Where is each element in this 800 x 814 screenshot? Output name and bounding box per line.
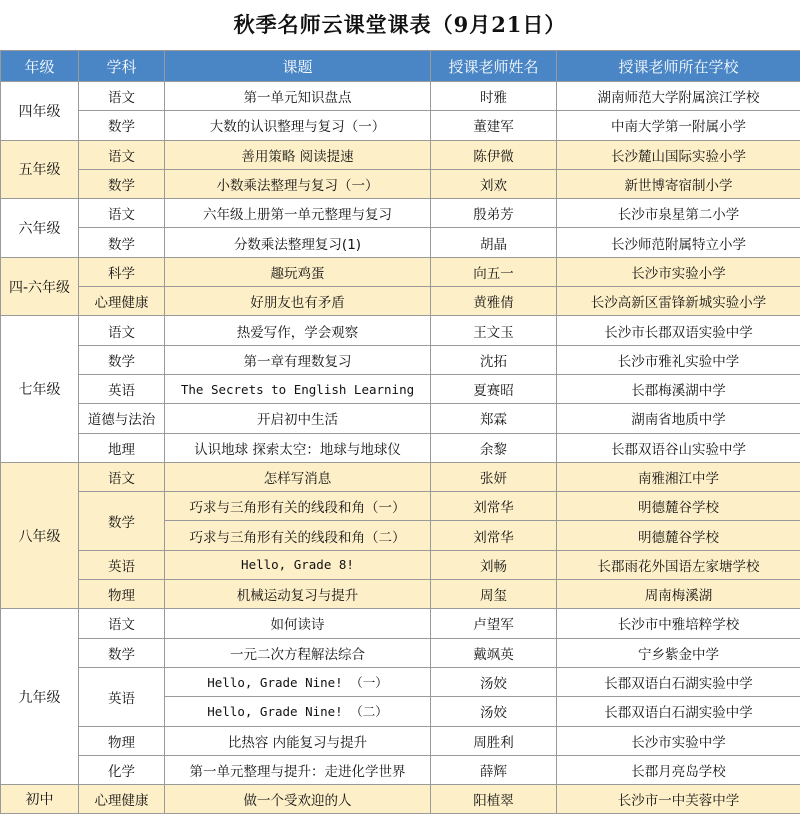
teacher-cell: 夏赛昭 bbox=[431, 374, 557, 403]
topic-cell: 认识地球 探索太空：地球与地球仪 bbox=[165, 433, 431, 462]
topic-cell: 分数乘法整理复习(1) bbox=[165, 228, 431, 257]
table-row bbox=[1, 638, 800, 667]
teacher-cell: 陈伊微 bbox=[431, 140, 557, 169]
subject-cell: 数学 bbox=[79, 345, 165, 374]
header-grade: 年级 bbox=[1, 51, 79, 82]
grade-cell: 九年级 bbox=[1, 609, 79, 785]
table-row bbox=[1, 550, 800, 579]
subject-cell: 语文 bbox=[79, 316, 165, 345]
topic-cell: 一元二次方程解法综合 bbox=[165, 638, 431, 667]
grade-cell: 四年级 bbox=[1, 82, 79, 141]
teacher-cell: 刘欢 bbox=[431, 169, 557, 198]
teacher-cell: 向五一 bbox=[431, 257, 557, 286]
table-row bbox=[1, 785, 800, 814]
school-cell: 宁乡紫金中学 bbox=[557, 638, 800, 667]
subject-cell: 物理 bbox=[79, 580, 165, 609]
teacher-cell: 郑霖 bbox=[431, 404, 557, 433]
school-cell: 明德麓谷学校 bbox=[557, 492, 800, 521]
teacher-cell: 刘畅 bbox=[431, 550, 557, 579]
topic-cell: 做一个受欢迎的人 bbox=[165, 785, 431, 814]
school-cell: 长沙市雅礼实验中学 bbox=[557, 345, 800, 374]
subject-cell: 科学 bbox=[79, 257, 165, 286]
table-row bbox=[1, 755, 800, 784]
topic-cell: 善用策略 阅读提速 bbox=[165, 140, 431, 169]
subject-cell: 数学 bbox=[79, 169, 165, 198]
subject-cell: 道德与法治 bbox=[79, 404, 165, 433]
grade-cell: 四-六年级 bbox=[1, 257, 79, 316]
teacher-cell: 戴飒英 bbox=[431, 638, 557, 667]
table-row bbox=[1, 257, 800, 286]
school-cell: 湖南师范大学附属滨江学校 bbox=[557, 82, 800, 111]
header-row bbox=[1, 51, 800, 82]
grade-cell: 七年级 bbox=[1, 316, 79, 462]
school-cell: 长沙市长郡双语实验中学 bbox=[557, 316, 800, 345]
school-cell: 长沙麓山国际实验小学 bbox=[557, 140, 800, 169]
subject-cell: 英语 bbox=[79, 667, 165, 726]
table-row bbox=[1, 316, 800, 345]
subject-cell: 数学 bbox=[79, 638, 165, 667]
teacher-cell: 胡晶 bbox=[431, 228, 557, 257]
grade-cell: 八年级 bbox=[1, 462, 79, 608]
teacher-cell: 薛辉 bbox=[431, 755, 557, 784]
topic-cell: 好朋友也有矛盾 bbox=[165, 287, 431, 316]
teacher-cell: 周胜利 bbox=[431, 726, 557, 755]
school-cell: 长沙市实验中学 bbox=[557, 726, 800, 755]
table-row bbox=[1, 169, 800, 198]
subject-cell: 数学 bbox=[79, 228, 165, 257]
header-subject: 学科 bbox=[79, 51, 165, 82]
topic-cell: 热爱写作，学会观察 bbox=[165, 316, 431, 345]
table-row bbox=[1, 580, 800, 609]
teacher-cell: 刘常华 bbox=[431, 492, 557, 521]
school-cell: 湖南省地质中学 bbox=[557, 404, 800, 433]
teacher-cell: 张妍 bbox=[431, 462, 557, 491]
teacher-cell: 周玺 bbox=[431, 580, 557, 609]
table-row bbox=[1, 374, 800, 403]
school-cell: 南雅湘江中学 bbox=[557, 462, 800, 491]
subject-cell: 心理健康 bbox=[79, 287, 165, 316]
topic-cell: Hello, Grade Nine! （一） bbox=[165, 667, 431, 696]
school-cell: 长沙师范附属特立小学 bbox=[557, 228, 800, 257]
topic-cell: 比热容 内能复习与提升 bbox=[165, 726, 431, 755]
table-row bbox=[1, 667, 800, 696]
subject-cell: 物理 bbox=[79, 726, 165, 755]
topic-cell: 开启初中生活 bbox=[165, 404, 431, 433]
topic-cell: 机械运动复习与提升 bbox=[165, 580, 431, 609]
subject-cell: 英语 bbox=[79, 550, 165, 579]
table-row bbox=[1, 433, 800, 462]
topic-cell: Hello, Grade 8! bbox=[165, 550, 431, 579]
topic-cell: 六年级上册第一单元整理与复习 bbox=[165, 199, 431, 228]
teacher-cell: 汤姣 bbox=[431, 667, 557, 696]
subject-cell: 数学 bbox=[79, 492, 165, 551]
school-cell: 明德麓谷学校 bbox=[557, 521, 800, 550]
teacher-cell: 刘常华 bbox=[431, 521, 557, 550]
subject-cell: 语文 bbox=[79, 199, 165, 228]
topic-cell: 巧求与三角形有关的线段和角（二） bbox=[165, 521, 431, 550]
subject-cell: 心理健康 bbox=[79, 785, 165, 814]
table-row bbox=[1, 726, 800, 755]
teacher-cell: 余黎 bbox=[431, 433, 557, 462]
page-title: 秋季名师云课堂课表（9月21日） bbox=[233, 12, 567, 37]
teacher-cell: 时雅 bbox=[431, 82, 557, 111]
school-cell: 长郡梅溪湖中学 bbox=[557, 374, 800, 403]
teacher-cell: 董建军 bbox=[431, 111, 557, 140]
table-row bbox=[1, 287, 800, 316]
teacher-cell: 王文玉 bbox=[431, 316, 557, 345]
table-row bbox=[1, 345, 800, 374]
school-cell: 长郡双语谷山实验中学 bbox=[557, 433, 800, 462]
school-cell: 长郡双语白石湖实验中学 bbox=[557, 667, 800, 696]
table-row bbox=[1, 492, 800, 521]
school-cell: 长郡月亮岛学校 bbox=[557, 755, 800, 784]
subject-cell: 化学 bbox=[79, 755, 165, 784]
schedule-table bbox=[0, 50, 800, 814]
topic-cell: The Secrets to English Learning bbox=[165, 374, 431, 403]
table-row bbox=[1, 199, 800, 228]
header-topic: 课题 bbox=[165, 51, 431, 82]
table-row bbox=[1, 82, 800, 111]
topic-cell: 第一章有理数复习 bbox=[165, 345, 431, 374]
grade-cell: 六年级 bbox=[1, 199, 79, 258]
table-row bbox=[1, 111, 800, 140]
topic-cell: Hello, Grade Nine! （二） bbox=[165, 697, 431, 726]
school-cell: 长沙市中雅培粹学校 bbox=[557, 609, 800, 638]
school-cell: 长郡双语白石湖实验中学 bbox=[557, 697, 800, 726]
topic-cell: 如何读诗 bbox=[165, 609, 431, 638]
teacher-cell: 阳植翠 bbox=[431, 785, 557, 814]
subject-cell: 语文 bbox=[79, 462, 165, 491]
topic-cell: 第一单元知识盘点 bbox=[165, 82, 431, 111]
subject-cell: 地理 bbox=[79, 433, 165, 462]
teacher-cell: 黄雅倩 bbox=[431, 287, 557, 316]
table-row bbox=[1, 228, 800, 257]
table-row bbox=[1, 140, 800, 169]
subject-cell: 语文 bbox=[79, 609, 165, 638]
subject-cell: 英语 bbox=[79, 374, 165, 403]
teacher-cell: 殷弟芳 bbox=[431, 199, 557, 228]
school-cell: 长郡雨花外国语左家塘学校 bbox=[557, 550, 800, 579]
header-school: 授课老师所在学校 bbox=[557, 51, 800, 82]
table-row bbox=[1, 404, 800, 433]
topic-cell: 趣玩鸡蛋 bbox=[165, 257, 431, 286]
table-row bbox=[1, 609, 800, 638]
topic-cell: 大数的认识整理与复习（一） bbox=[165, 111, 431, 140]
subject-cell: 语文 bbox=[79, 82, 165, 111]
topic-cell: 巧求与三角形有关的线段和角（一） bbox=[165, 492, 431, 521]
school-cell: 周南梅溪湖 bbox=[557, 580, 800, 609]
grade-cell: 五年级 bbox=[1, 140, 79, 199]
school-cell: 长沙市一中芙蓉中学 bbox=[557, 785, 800, 814]
grade-cell: 初中 bbox=[1, 785, 79, 814]
school-cell: 长沙高新区雷锋新城实验小学 bbox=[557, 287, 800, 316]
teacher-cell: 卢望军 bbox=[431, 609, 557, 638]
header-teacher: 授课老师姓名 bbox=[431, 51, 557, 82]
subject-cell: 语文 bbox=[79, 140, 165, 169]
subject-cell: 数学 bbox=[79, 111, 165, 140]
school-cell: 长沙市泉星第二小学 bbox=[557, 199, 800, 228]
table-row bbox=[1, 462, 800, 491]
teacher-cell: 汤姣 bbox=[431, 697, 557, 726]
topic-cell: 第一单元整理与提升：走进化学世界 bbox=[165, 755, 431, 784]
school-cell: 新世博寄宿制小学 bbox=[557, 169, 800, 198]
school-cell: 长沙市实验小学 bbox=[557, 257, 800, 286]
topic-cell: 小数乘法整理与复习（一） bbox=[165, 169, 431, 198]
school-cell: 中南大学第一附属小学 bbox=[557, 111, 800, 140]
teacher-cell: 沈拓 bbox=[431, 345, 557, 374]
topic-cell: 怎样写消息 bbox=[165, 462, 431, 491]
